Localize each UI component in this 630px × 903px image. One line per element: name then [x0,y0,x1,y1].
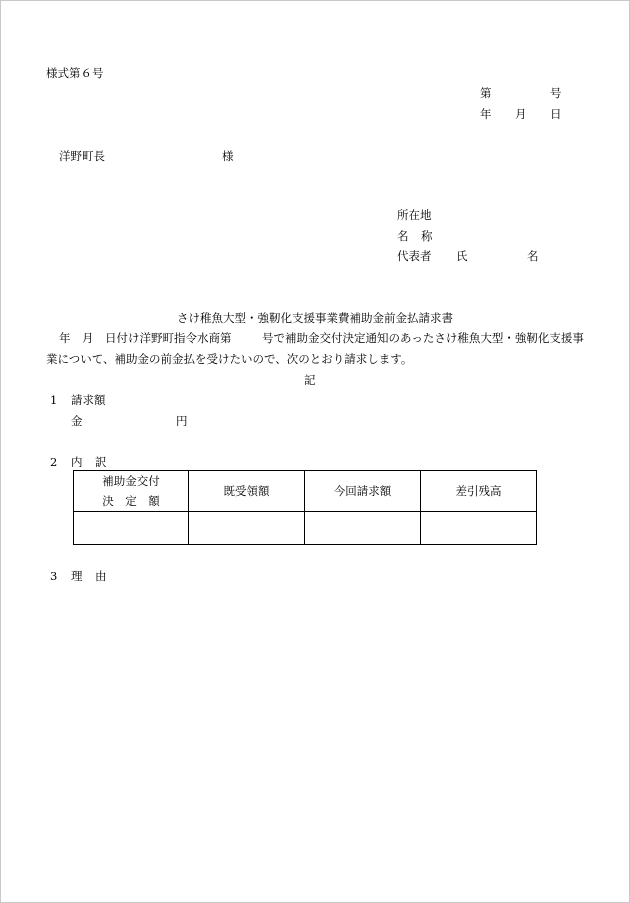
applicant-address-label: 所在地 [397,208,432,222]
doc-number-prefix: 第 [480,86,492,100]
section2-number: 2 [50,455,58,469]
section3-heading-1: 理 [71,569,83,583]
table-row [74,512,537,545]
document-title: さけ稚魚大型・強靭化支援事業費補助金前金払請求書 [177,311,453,325]
section2-heading-2: 訳 [95,455,107,469]
section2-heading-1: 内 [71,455,83,469]
cell-decision-amount [74,512,189,545]
date-year: 年 [480,107,492,121]
header-decision-amount-line1: 補助金交付 [102,474,160,488]
addressee-honorific: 様 [222,149,234,163]
breakdown-table [73,470,537,545]
section3-number: 3 [50,569,58,583]
date-day: 日 [550,107,562,121]
body-line1-rest: 号で補助金交付決定通知のあったさけ稚魚大型・強靭化支援事 [262,331,584,345]
cell-current-request [305,512,421,545]
body-line2: 業について、補助金の前金払を受けたいので、次のとおり請求します。 [46,352,413,366]
header-decision-amount-line2: 決 定 額 [102,494,160,508]
header-current-request: 今回請求額 [305,471,421,512]
cell-received-amount [189,512,305,545]
amount-suffix: 円 [176,414,188,428]
table-header-row [74,471,537,512]
date-month: 月 [515,107,527,121]
applicant-name-label-2: 称 [421,229,433,243]
applicant-name-label-1: 名 [397,229,409,243]
doc-number-suffix: 号 [550,86,562,100]
amount-prefix: 金 [71,414,83,428]
addressee-name: 洋野町長 [59,149,105,163]
header-remaining-balance: 差引残高 [421,471,537,512]
body-year: 年 [59,331,71,345]
applicant-rep-name-1: 氏 [456,249,468,263]
section1-number: 1 [50,393,58,407]
header-decision-amount [74,471,189,512]
applicant-rep-name-2: 名 [527,249,539,263]
form-number: 様式第６号 [46,66,104,80]
section1-heading: 請求額 [71,393,106,407]
applicant-rep-label: 代表者 [397,249,432,263]
header-received-amount: 既受領額 [189,471,305,512]
body-month: 月 [82,331,94,345]
body-day-text: 日付け洋野町指令水商第 [105,331,232,345]
cell-remaining-balance [421,512,537,545]
ki-mark: 記 [304,373,316,387]
section3-heading-2: 由 [95,569,107,583]
